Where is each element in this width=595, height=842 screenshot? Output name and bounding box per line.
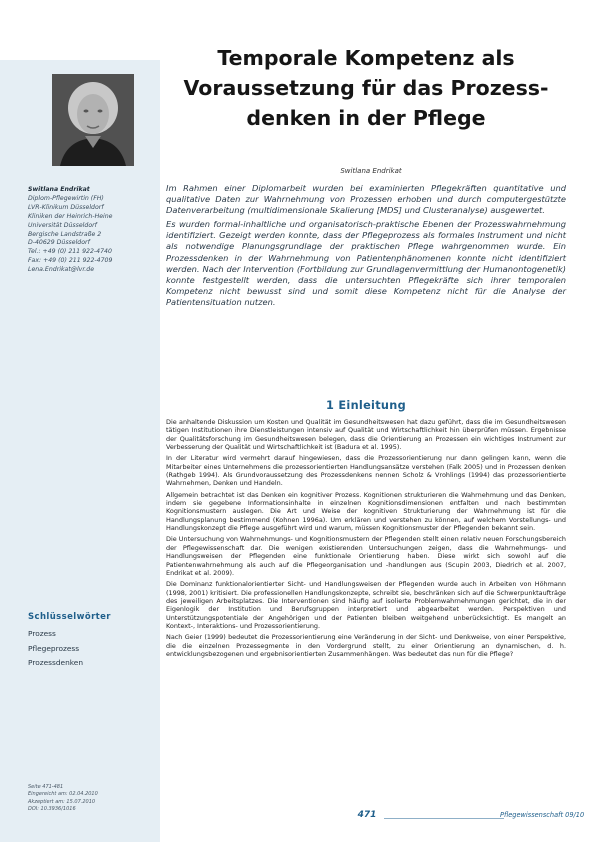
- body-paragraph: Nach Geier (1999) bedeutet die Prozessorientierung eine Veränderung in der Sicht- und Denkweise, von einer Perspektive, die die einzelnen Prozessegmente in den Vordergrund stellt, zu einer Orientierung an dynamischen, d. h. entwicklungsbezogenen und ergebnisorientierten Zusammenhängen. Was bedeutet das nun für die Pflege?: [166, 633, 566, 658]
- author-fax: Fax: +49 (0) 211 922-4709: [28, 257, 113, 265]
- author-institution: LVR-Klinikum Düsseldorf: [28, 203, 104, 211]
- author-portrait-image: [52, 74, 134, 166]
- page-number: 471: [357, 810, 377, 820]
- author-institution: Kliniken der Heinrich-Heine: [28, 212, 113, 220]
- title-line: Voraussetzung für das Prozess-: [183, 76, 549, 100]
- author-street: Bergische Landstraße 2: [28, 230, 102, 238]
- footer-divider: [384, 818, 504, 819]
- title-line: Temporale Kompetenz als: [217, 46, 515, 70]
- author-photo: [52, 74, 134, 166]
- section-heading: 1 Einleitung: [325, 399, 406, 412]
- abstract: [166, 183, 566, 311]
- byline: Switlana Endrikat: [340, 167, 402, 175]
- body-paragraph: Die Untersuchung von Wahrnehmungs- und Kognitionsmustern der Pflegenden stellt einen relativ neuen Forschungsbereich der Pflegewissenschaft dar. Die wenigen existierenden Untersuchungen zeigen, dass die Wahrnehmungs- und Handlungsweisen der Pflegenden eine funktionale Orientierung haben. Diese wirkt sich sowohl auf die Patientenwahrnehmung als auch auf die Pflegeorganisation und -handlungen aus (Scupin 2003, Diedrich et al. 2007, Endrikat et al. 2009).: [166, 535, 566, 577]
- submitted-date: Eingereicht am: 02.04.2010: [28, 791, 98, 798]
- author-degree: Diplom-Pflegewirtin (FH): [28, 194, 104, 202]
- author-institution: Universität Düsseldorf: [28, 221, 97, 229]
- keywords-heading: Schlüsselwörter: [28, 612, 111, 622]
- body-paragraph: Die anhaltende Diskussion um Kosten und Qualität im Gesundheitswesen hat dazu geführt, dass die im Gesundheitswesen tätigen Institutionen ihre Dienstleistungen intensiv auf Qualität und Wirtschaftlichkeit hin überprüfen müssen. Ergebnisse der Qualitätsforschung im Gesundheitswesen belegen, dass die Orientierung an Prozessen ein wichtiges Instrument zur Verbesserung der Qualität und Wirtschaftlichkeit ist (Badura et al. 1995).: [166, 418, 566, 452]
- doi: DOI: 10.3936/1016: [28, 806, 76, 813]
- body-paragraph: Allgemein betrachtet ist das Denken ein kognitiver Prozess. Kognitionen strukturieren die Wahrnehmung und das Denken, indem sie gegebene Informationsinhalte in einzelnen Kognitionsdimensionen entfalten und nach bestimmten Kognitionsmustern auslegen. Die Art und Weise der kognitiven Strukturierung der Wahrnehmung ist für die Handlungsplanung bestimmend (Kohnen 1996a). Um erklären und verstehen zu können, auf welchem Vorstellungs- und Handlungskonzept die Pflege ausgeführt wird und warum, müssen Kognitionsmuster der Pflegenden bekannt sein.: [166, 490, 566, 533]
- keyword-item: Prozess: [28, 629, 56, 638]
- author-phone: Tel.: +49 (0) 211 922-4740: [28, 248, 112, 256]
- keyword-item: Pflegeprozess: [28, 643, 80, 653]
- journal-name: Pflegewissenschaft 09/10: [500, 811, 585, 819]
- abstract-paragraph: Es wurden formal-inhaltliche und organisatorisch-praktische Ebenen der Prozesswahrnehmung identifiziert. Gezeigt werden konnte, dass der Pflegeprozess als formales Instrument und nicht als notwendige Planungsgrundlage der praktischen Pflege wahrgenommen wurde. Ein Prozessdenken in der Wahrnehmung von Patientenphänomenen konnte nicht identifiziert werden. Nach der Intervention (Fortbildung zur Grundlagenvermittlung der Humanontogenetik) konnte festgestellt werden, dass die untersuchten Pflegekräfte sich ihrer temporalen Kompetenz nicht bewusst sind und somit diese Kompetenz nicht für die Analyse der Patientensituation nutzen.: [166, 219, 566, 307]
- author-email[interactable]: Lena.Endrikat@lvr.de: [28, 266, 95, 274]
- body-paragraph: In der Literatur wird vermehrt darauf hingewiesen, dass die Prozessorientierung nur dann gelingen kann, wenn die Mitarbeiter eines Unternehmens die prozessorientierten Handlungsansätze verstehen (Falk 2005) und in Prozessen denken (Rathgeb 1994). Als Grundvoraussetzung des Prozessdenkens nennen Scholz & Vrohlings (1994) das prozessorientierte Wahrnehmen, Denken und Handeln.: [166, 454, 566, 488]
- sidebar-panel: [0, 60, 160, 842]
- body-paragraph: Die Dominanz funktionalorientierter Sicht- und Handlungsweisen der Pflegenden wurde auch in Arbeiten von Höhmann (1998, 2001) kritisiert. Die professionellen Handlungskonzepte, schreibt sie, beschränken sich auf die Schwerpunktaufträge des jeweiligen Arbeitsplatzes. Die Interventionen sind häufig auf isolierte Problemwahrnehmungen gerichtet, die in der Eigenlogik der Institution und Berufsgruppen interpretiert und abgearbeitet werden. Perspektiven und Unterstützungspotentiale der Angehörigen und der Patienten bleiben weitgehend unberücksichtigt. Es mangelt an Kontext-, Interaktions- und Prozessorientierung.: [166, 580, 566, 630]
- title-line: denken in der Pflege: [246, 106, 486, 130]
- keywords-list: [28, 627, 158, 671]
- author-contact: [28, 186, 160, 275]
- keyword-item: Prozessdenken: [28, 658, 84, 667]
- abstract-paragraph: Im Rahmen einer Diplomarbeit wurden bei examinierten Pflegekräften quantitative und qualitative Daten zur Wahrnehmung von Prozessen erhoben und durch computergestützte Datenverarbeitung (multidimensionale Skalierung [MDS] und Clusteranalyse) ausgewertet.: [166, 183, 566, 216]
- page-range: Seite 471-481: [28, 784, 64, 790]
- accepted-date: Akzeptiert am: 15.07.2010: [28, 798, 96, 805]
- author-city: D-40629 Düsseldorf: [28, 239, 90, 247]
- article-title: [166, 43, 566, 133]
- author-name: Switlana Endrikat: [28, 186, 90, 193]
- section-body: [166, 418, 566, 661]
- article-metadata: [28, 784, 160, 814]
